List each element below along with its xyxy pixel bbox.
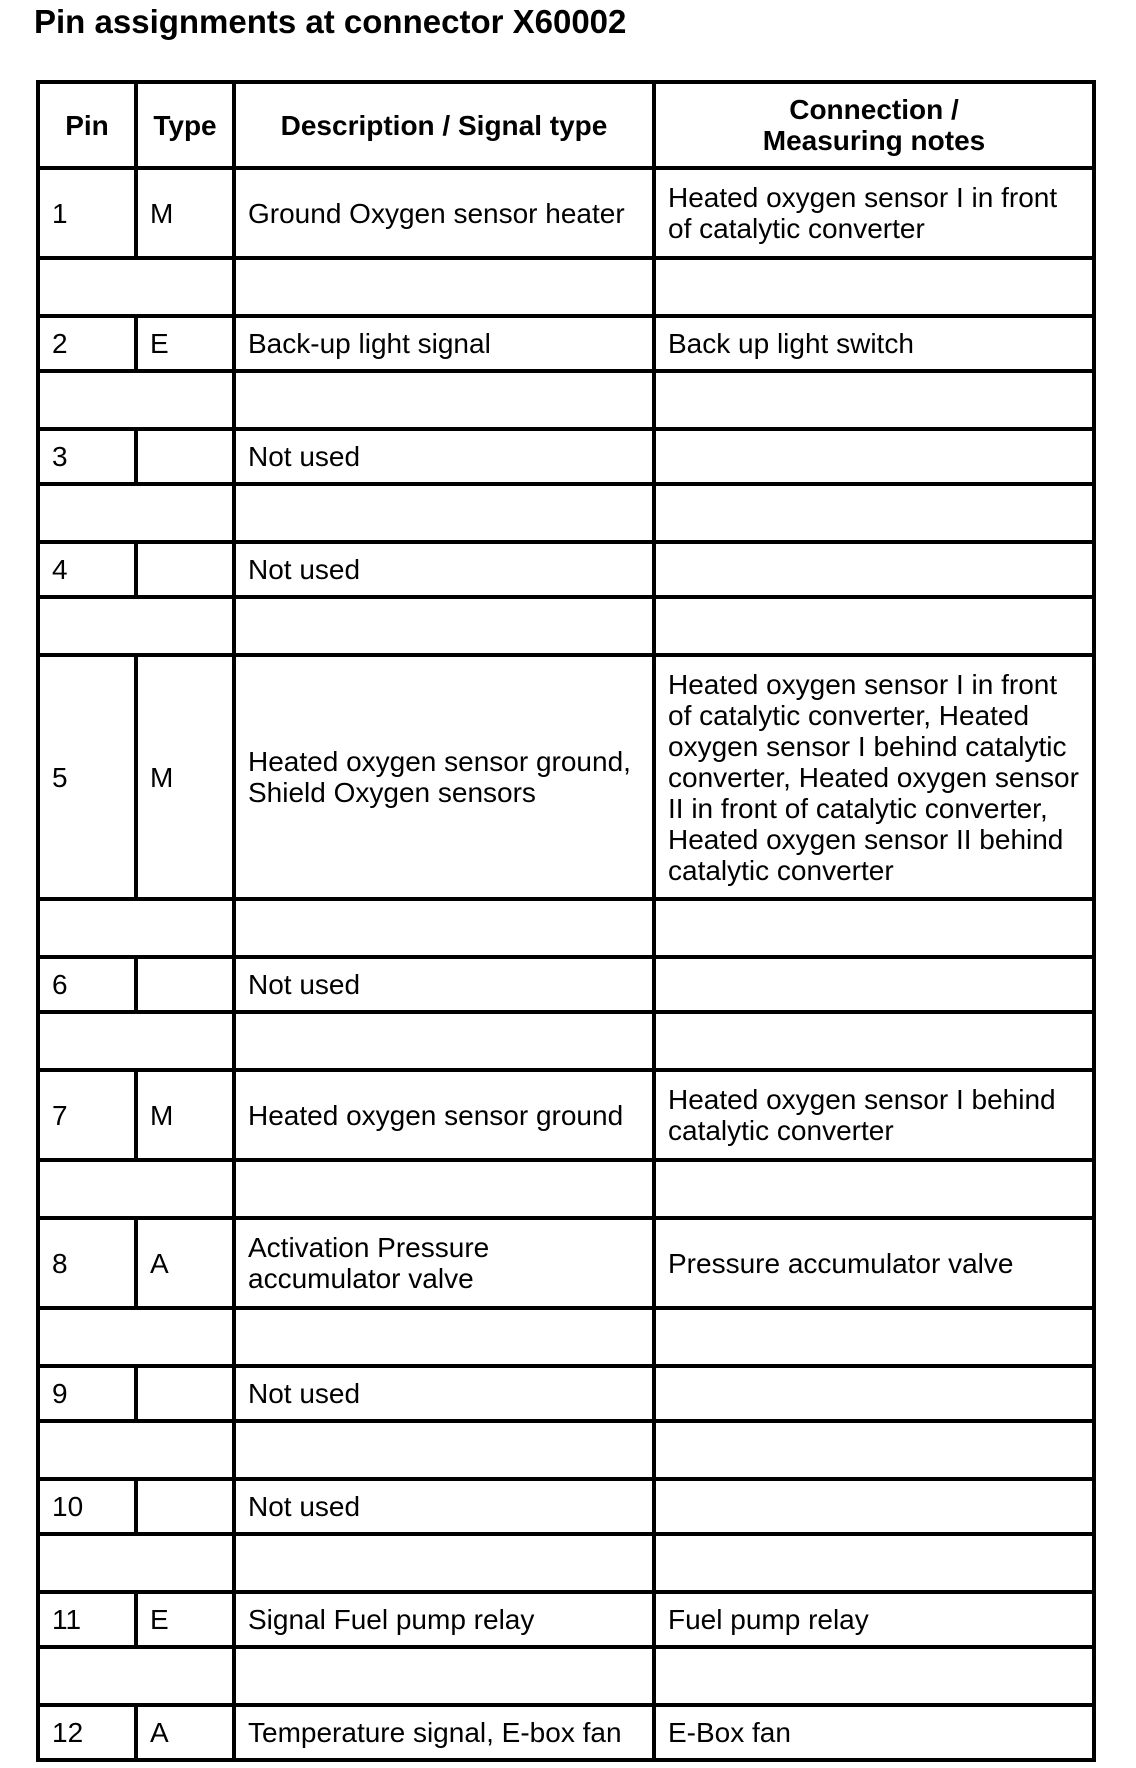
spacer-row — [38, 371, 1094, 429]
pin-cell: 12 — [38, 1705, 136, 1760]
description-cell: Not used — [234, 1479, 654, 1534]
connection-cell — [654, 957, 1094, 1012]
description-cell: Activation Pressure accumulator valve — [234, 1218, 654, 1308]
pin-cell: 6 — [38, 957, 136, 1012]
spacer-row — [38, 1647, 1094, 1705]
connection-cell: Heated oxygen sensor I behind catalytic converter — [654, 1070, 1094, 1160]
description-cell: Not used — [234, 542, 654, 597]
pin-cell: 8 — [38, 1218, 136, 1308]
table-row — [38, 1070, 1094, 1160]
header-connection-line1: Connection / — [789, 94, 959, 125]
table-row — [38, 1705, 1094, 1760]
connection-cell — [654, 542, 1094, 597]
table-row — [38, 655, 1094, 899]
pin-cell: 7 — [38, 1070, 136, 1160]
spacer-row — [38, 899, 1094, 957]
connection-cell: E-Box fan — [654, 1705, 1094, 1760]
table-row — [38, 1479, 1094, 1534]
table-row — [38, 542, 1094, 597]
connection-cell — [654, 429, 1094, 484]
pin-cell: 3 — [38, 429, 136, 484]
spacer-row — [38, 1012, 1094, 1070]
pin-cell: 11 — [38, 1592, 136, 1647]
type-cell: A — [136, 1218, 234, 1308]
description-cell: Heated oxygen sensor ground — [234, 1070, 654, 1160]
connection-cell: Back up light switch — [654, 316, 1094, 371]
description-cell: Back-up light signal — [234, 316, 654, 371]
description-cell: Not used — [234, 429, 654, 484]
spacer-row — [38, 1308, 1094, 1366]
spacer-row — [38, 484, 1094, 542]
table-row — [38, 429, 1094, 484]
spacer-row — [38, 1160, 1094, 1218]
pin-assignment-table — [36, 80, 1096, 1762]
pin-cell: 9 — [38, 1366, 136, 1421]
page-title: Pin assignments at connector X60002 — [34, 3, 627, 40]
table-row — [38, 1366, 1094, 1421]
type-cell: E — [136, 316, 234, 371]
pin-cell: 4 — [38, 542, 136, 597]
connection-cell — [654, 1366, 1094, 1421]
type-cell: E — [136, 1592, 234, 1647]
pin-cell: 2 — [38, 316, 136, 371]
spacer-row — [38, 1421, 1094, 1479]
header-connection — [654, 82, 1094, 168]
type-cell — [136, 1366, 234, 1421]
table-header-row — [38, 82, 1094, 168]
type-cell — [136, 957, 234, 1012]
table-row — [38, 316, 1094, 371]
table-row — [38, 957, 1094, 1012]
spacer-row — [38, 258, 1094, 316]
description-cell: Not used — [234, 957, 654, 1012]
pin-cell: 10 — [38, 1479, 136, 1534]
description-cell: Signal Fuel pump relay — [234, 1592, 654, 1647]
header-pin: Pin — [38, 82, 136, 168]
connection-cell: Fuel pump relay — [654, 1592, 1094, 1647]
description-cell: Temperature signal, E-box fan — [234, 1705, 654, 1760]
header-type: Type — [136, 82, 234, 168]
connection-cell: Heated oxygen sensor I in front of catalytic converter — [654, 168, 1094, 258]
type-cell: M — [136, 1070, 234, 1160]
type-cell: M — [136, 168, 234, 258]
description-cell: Ground Oxygen sensor heater — [234, 168, 654, 258]
table-row — [38, 1592, 1094, 1647]
header-connection-line2: Measuring notes — [762, 125, 986, 156]
header-description: Description / Signal type — [234, 82, 654, 168]
pin-cell: 5 — [38, 655, 136, 899]
connection-cell: Pressure accumulator valve — [654, 1218, 1094, 1308]
spacer-row — [38, 597, 1094, 655]
type-cell — [136, 542, 234, 597]
type-cell — [136, 1479, 234, 1534]
description-cell: Heated oxygen sensor ground, Shield Oxygen sensors — [234, 655, 654, 899]
description-cell: Not used — [234, 1366, 654, 1421]
connection-cell: Heated oxygen sensor I in front of catalytic converter, Heated oxygen sensor I behind catalytic converter, Heated oxygen sensor II in front of catalytic converter, Heated oxygen sensor II behind catalytic converter — [654, 655, 1094, 899]
type-cell: M — [136, 655, 234, 899]
type-cell — [136, 429, 234, 484]
spacer-row — [38, 1534, 1094, 1592]
connection-cell — [654, 1479, 1094, 1534]
type-cell: A — [136, 1705, 234, 1760]
table-row — [38, 168, 1094, 258]
table-row — [38, 1218, 1094, 1308]
pin-cell: 1 — [38, 168, 136, 258]
